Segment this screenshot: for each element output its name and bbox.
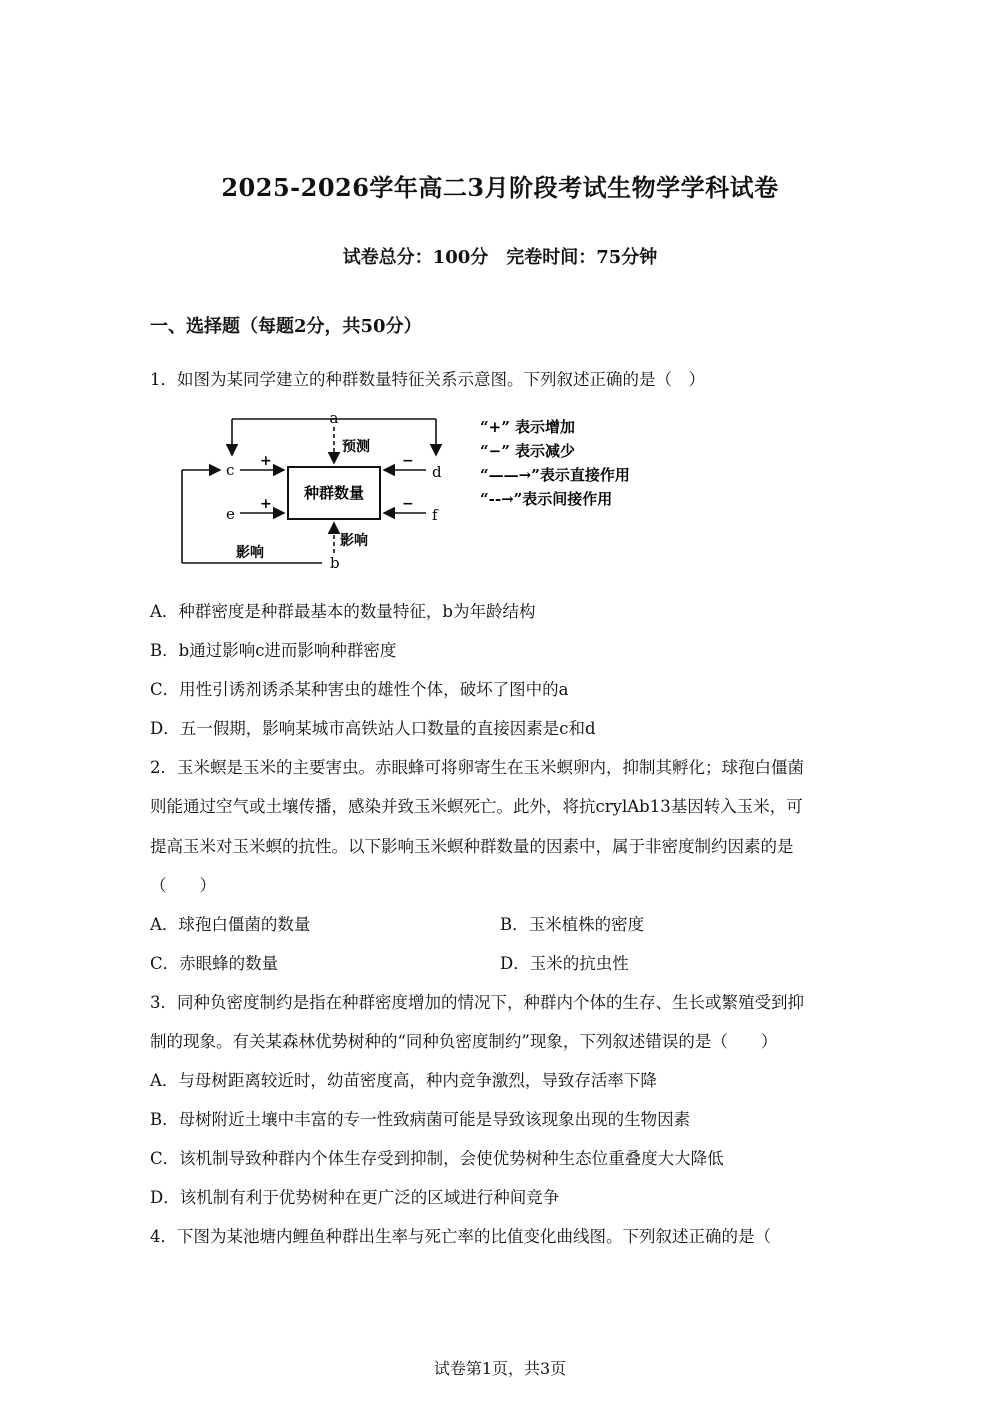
q1-option-b: B．b通过影响c进而影响种群密度 <box>150 641 397 660</box>
sign-d: − <box>402 453 414 469</box>
label-influence-dashed: 影响 <box>340 533 368 549</box>
node-f: f <box>432 506 438 524</box>
q1-option-a: A．种群密度是种群最基本的数量特征，b为年龄结构 <box>150 602 536 621</box>
legend-plus: “+” 表示增加 <box>480 418 576 436</box>
exam-subtitle: 试卷总分：100分 完卷时间：75分钟 <box>342 247 658 268</box>
q1-option-c: C．用性引诱剂诱杀某种害虫的雄性个体，破坏了图中的a <box>150 680 569 699</box>
legend-minus: “−” 表示减少 <box>480 442 576 460</box>
population-feature-diagram <box>170 405 640 580</box>
q3-option-c: C．该机制导致种群内个体生存受到抑制，会使优势树种生态位重叠度大大降低 <box>150 1149 724 1168</box>
page-footer: 试卷第1页，共3页 <box>433 1359 567 1378</box>
exam-title: 2025-2026学年高二3月阶段考试生物学学科试卷 <box>221 173 779 202</box>
sign-f: − <box>402 496 414 512</box>
label-predict: 预测 <box>342 439 370 455</box>
q2-option-d: D．玉米的抗虫性 <box>500 954 629 973</box>
q2-option-b: B．玉米植株的密度 <box>500 915 645 934</box>
sign-e: + <box>260 496 272 512</box>
question-2-stem-1: 2．玉米螟是玉米的主要害虫。赤眼蜂可将卵寄生在玉米螟卵内，抑制其孵化；球孢白僵菌 <box>150 758 804 777</box>
node-d: d <box>432 463 442 481</box>
q2-option-c: C．赤眼蜂的数量 <box>150 954 279 973</box>
legend-direct: “——→”表示直接作用 <box>480 466 630 484</box>
section-heading: 一、选择题（每题2分，共50分） <box>150 316 422 337</box>
question-4-stem: 4．下图为某池塘内鲤鱼种群出生率与死亡率的比值变化曲线图。下列叙述正确的是（ <box>150 1227 771 1246</box>
question-2-stem-3: 提高玉米对玉米螟的抗性。以下影响玉米螟种群数量的因素中，属于非密度制约因素的是 <box>150 837 794 856</box>
q3-option-d: D．该机制有利于优势树种在更广泛的区域进行种间竞争 <box>150 1188 560 1207</box>
node-a: a <box>329 409 339 427</box>
q2-option-a: A．球孢白僵菌的数量 <box>150 915 311 934</box>
sign-c: + <box>260 453 272 469</box>
node-e: e <box>226 505 235 523</box>
question-2-stem-4: （ ） <box>150 876 216 895</box>
question-3-stem-2: 制的现象。有关某森林优势树种的“同种负密度制约”现象，下列叙述错误的是（ ） <box>150 1032 778 1051</box>
q3-option-b: B．母树附近土壤中丰富的专一性致病菌可能是导致该现象出现的生物因素 <box>150 1110 691 1129</box>
question-1-stem: 1．如图为某同学建立的种群数量特征关系示意图。下列叙述正确的是（ ） <box>150 370 705 389</box>
question-3-stem-1: 3．同种负密度制约是指在种群密度增加的情况下，种群内个体的生存、生长或繁殖受到抑 <box>150 993 804 1012</box>
node-b: b <box>330 554 340 572</box>
center-label: 种群数量 <box>303 484 365 502</box>
legend-indirect: “--→”表示间接作用 <box>480 490 613 508</box>
question-2-stem-2: 则能通过空气或土壤传播，感染并致玉米螟死亡。此外，将抗crylAb13基因转入玉米，可 <box>150 797 803 816</box>
label-influence-loop: 影响 <box>236 545 264 561</box>
q3-option-a: A．与母树距离较近时，幼苗密度高，种内竞争激烈，导致存活率下降 <box>150 1071 657 1090</box>
q1-option-d: D．五一假期，影响某城市高铁站人口数量的直接因素是c和d <box>150 719 596 738</box>
node-c: c <box>226 461 235 479</box>
